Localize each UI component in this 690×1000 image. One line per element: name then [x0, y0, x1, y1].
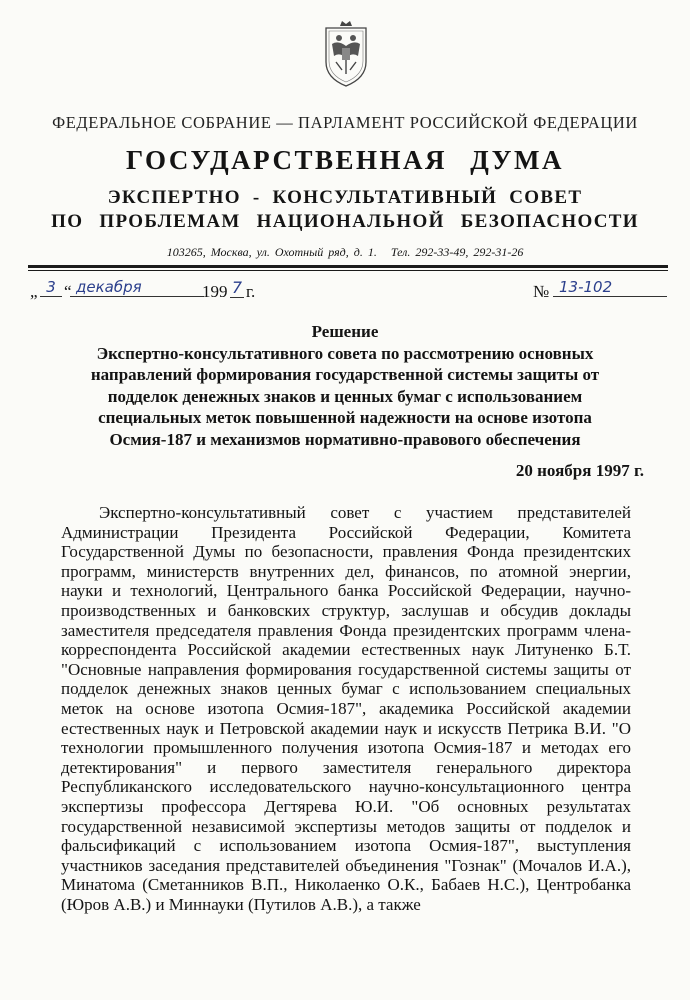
date-month-handwritten: декабря	[70, 278, 204, 297]
body-paragraph: Экспертно-консультативный совет с участием представителей Администрации Президента Российской Федерации, Комитета Государственной Думы по безопасности, правления Фонда президентских программ, министерств внутренних дел, финансов, по атомной энергии, науки и технологий, Центрального банка Российской Федерации, научно-производственных и банковских структур, заслушав и обсудив доклады заместителя председателя правления Фонда президентских программ члена-корреспондента Российской академии естественных наук Литуненко Б.Т. "Основные направления формирования государственной системы защиты от подделок денежных знаков ценных бумаг с использованием специальных меток на основе изотопа Осмия-187", академика Российской академии естественных наук и Петровской академии наук и искусств Петрика В.И. "О технологии промышленного получения изотопа Осмия-187 и методах его детектирования" и первого заместителя генерального директора Республиканского исследовательского научно-консультационного центра экспертизы профессора Дегтярева Ю.И. "Об основных результатах государственной независимой экспертизы методов защиты от подделок и фальсификаций с использованием изотопа Осмия-187", выступления участников заседания представителей объединения "Гознак" (Мочалов И.А.), Минатома (Сметанников В.П., Николаенко О.К., Бабаев Н.С.), Центробанка (Юров А.В.) и Миннауки (Путилов А.В.), а также	[61, 503, 631, 914]
decision-title: Решение	[311, 322, 379, 341]
decision-date: 20 ноября 1997 г.	[515, 461, 644, 480]
council-heading-line1: ЭКСПЕРТНО - КОНСУЛЬТАТИВНЫЙ СОВЕТ	[107, 187, 583, 208]
header-divider-thick	[28, 265, 668, 268]
date-year-suffix: г.	[246, 282, 256, 301]
double-headed-eagle-icon	[318, 18, 374, 88]
postal-address: 103265, Москва, ул. Охотный ряд, д. 1.	[166, 245, 377, 259]
decision-description: Экспертно-консультативного совета по рассмотрению основных направлений формирования государственной системы защиты от подделок денежных знаков и ценных бумаг с использованием специальных меток повышенной надежности на основе изотопа Осмия-187 и механизмов нормативно-правового обеспечения	[90, 344, 600, 449]
header-divider-thin	[28, 270, 668, 271]
council-heading-line2: ПО ПРОБЛЕМАМ НАЦИОНАЛЬНОЙ БЕЗОПАСНОСТИ	[51, 211, 639, 232]
date-year-prefix: 199	[202, 282, 228, 301]
parliament-heading: ФЕДЕРАЛЬНОЕ СОБРАНИЕ — ПАРЛАМЕНТ РОССИЙСКОЙ ФЕДЕРАЦИИ	[52, 113, 638, 132]
document-number-handwritten: 13-102	[553, 278, 667, 297]
address-line	[0, 245, 690, 260]
date-day-handwritten: 3	[40, 278, 62, 297]
duma-heading: ГОСУДАРСТВЕННАЯ ДУМА	[126, 145, 564, 175]
date-number-line	[0, 278, 690, 308]
phone-numbers: Тел. 292-33-49, 292-31-26	[390, 245, 524, 259]
document-number-label: №	[533, 282, 550, 301]
date-year-digit-handwritten: 7	[231, 278, 243, 297]
date-close-quote: “	[64, 282, 72, 301]
date-open-quote: „	[30, 282, 38, 301]
